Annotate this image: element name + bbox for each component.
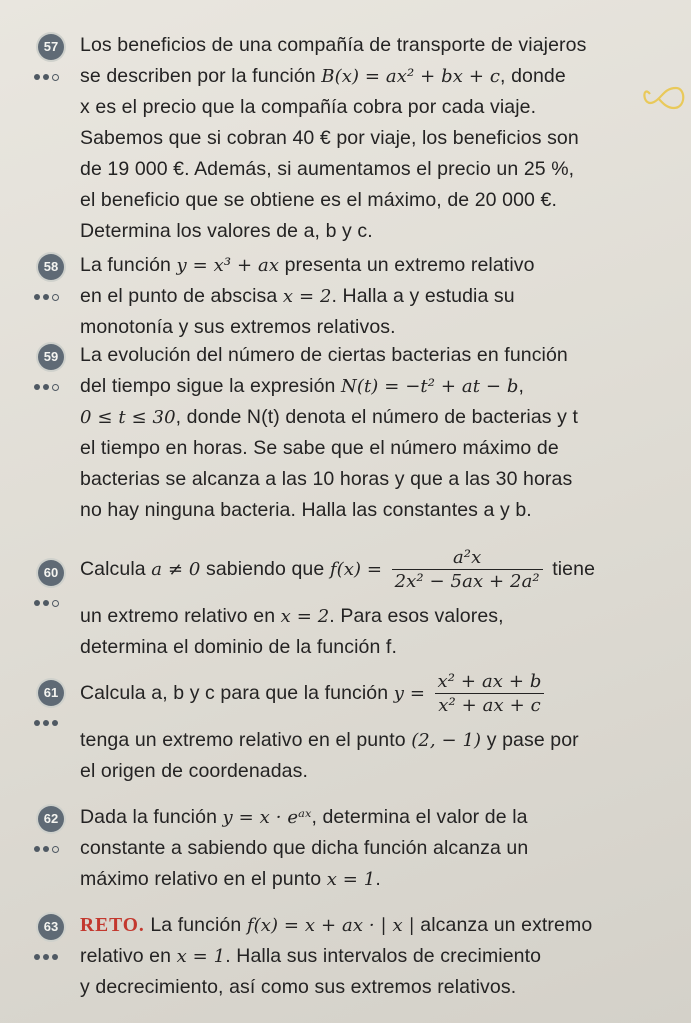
exercise-number-badge: 62 [38, 806, 64, 832]
formula: x = 1 [176, 946, 226, 967]
formula: f(x) = [329, 559, 383, 580]
formula: x = 2 [282, 286, 332, 307]
statement-text: monotonía y sus extremos relativos. [80, 316, 396, 338]
exercise-number-badge: 61 [38, 680, 64, 706]
exercise-number-badge: 59 [38, 344, 64, 370]
exercise-58 [34, 250, 651, 343]
statement-text: Los beneficios de una compañía de transporte de viajeros [80, 34, 587, 56]
exercise-59 [34, 340, 651, 526]
formula: a ≠ 0 [151, 559, 201, 580]
exercise-number-badge: 60 [38, 560, 64, 586]
statement-text: Sabemos que si cobran 40 € por viaje, los beneficios son [80, 127, 579, 149]
statement-text: constante a sabiendo que dicha función alcanza un [80, 837, 529, 859]
exercise-57 [34, 30, 651, 247]
statement-text: La evolución del número de ciertas bacterias en función [80, 344, 568, 366]
statement-text: y decrecimiento, así como sus extremos relativos. [80, 976, 517, 998]
statement-text: no hay ninguna bacteria. Halla las constantes a y b. [80, 499, 532, 521]
formula: f(x) = x + ax · | x | [246, 915, 415, 936]
statement-text: , determina el valor de la [311, 806, 528, 828]
statement-text: el beneficio que se obtiene es el máximo, de 20 000 €. [80, 189, 557, 211]
formula: y = x · eᵃˣ [222, 807, 312, 828]
statement-text: el origen de coordenadas. [80, 760, 308, 782]
exercise-statement [80, 910, 651, 1003]
difficulty-indicator [34, 720, 68, 728]
statement-text: , donde [500, 65, 566, 87]
statement-text: La función [80, 254, 177, 276]
statement-text: alcanza un extremo [414, 914, 593, 936]
exercise-number-badge: 63 [38, 914, 64, 940]
statement-text: . Halla sus intervalos de crecimiento [225, 945, 542, 967]
challenge-label: RETO. [80, 915, 145, 936]
formula: y = [393, 683, 426, 704]
statement-text: del tiempo sigue la expresión [80, 375, 341, 397]
exercise-63 [34, 910, 651, 1003]
formula: N(t) = −t² + at − b [340, 376, 519, 397]
difficulty-indicator [34, 846, 68, 854]
fraction-numerator: a²x [392, 546, 543, 570]
statement-text: relativo en [80, 945, 177, 967]
statement-text: Calcula [80, 558, 152, 580]
fraction [435, 670, 545, 718]
fraction [392, 546, 543, 594]
formula: x = 1 [326, 869, 376, 890]
statement-text: , [518, 375, 525, 397]
exercise-61 [34, 662, 651, 787]
statement-text: Calcula a, b y c para que la función [80, 682, 394, 704]
fraction-denominator: 2x² − 5ax + 2a² [394, 571, 540, 593]
exercise-statement [80, 250, 651, 343]
statement-text: x es el precio que la compañía cobra por cada viaje. [80, 96, 537, 118]
statement-text: La función [144, 914, 247, 936]
exercise-statement [80, 340, 651, 526]
fraction-numerator: x² + ax + b [435, 670, 545, 694]
exercise-statement [80, 30, 651, 247]
statement-text: un extremo relativo en [80, 605, 281, 627]
statement-text: tenga un extremo relativo en el punto [80, 729, 412, 751]
formula: x = 2 [280, 606, 330, 627]
formula: 0 ≤ t ≤ 30 [80, 407, 176, 428]
exercise-62 [34, 802, 651, 895]
statement-text: . Para esos valores, [329, 605, 504, 627]
difficulty-indicator [34, 954, 68, 962]
exercise-number-badge: 57 [38, 34, 64, 60]
difficulty-indicator [34, 600, 68, 608]
statement-text: Dada la función [80, 806, 223, 828]
statement-text: en el punto de abscisa [80, 285, 283, 307]
formula: B(x) = ax² + bx + c [321, 66, 501, 87]
exercise-statement [80, 662, 651, 787]
statement-text: . Halla a y estudia su [331, 285, 515, 307]
statement-text: Determina los valores de a, b y c. [80, 220, 373, 242]
statement-text: sabiendo que [200, 558, 330, 580]
statement-text: de 19 000 €. Además, si aumentamos el precio un 25 %, [80, 158, 575, 180]
formula: y = x³ + ax [176, 255, 280, 276]
difficulty-indicator [34, 74, 68, 82]
exercise-statement [80, 538, 651, 663]
statement-text: presenta un extremo relativo [279, 254, 535, 276]
statement-text: . [375, 868, 381, 890]
difficulty-indicator [34, 384, 68, 392]
statement-text: determina el dominio de la función f. [80, 636, 397, 658]
exercise-60 [34, 538, 651, 663]
statement-text: máximo relativo en el punto [80, 868, 327, 890]
difficulty-indicator [34, 294, 68, 302]
statement-text: bacterias se alcanza a las 10 horas y que a las 30 horas [80, 468, 573, 490]
statement-text: el tiempo en horas. Se sabe que el número máximo de [80, 437, 559, 459]
statement-text: , donde N(t) denota el número de bacterias y t [175, 406, 579, 428]
formula: (2, − 1) [411, 730, 482, 751]
exercise-statement [80, 802, 651, 895]
statement-text: se describen por la función [80, 65, 322, 87]
statement-text: tiene [546, 558, 596, 580]
fraction-denominator: x² + ax + c [438, 695, 541, 717]
exercise-number-badge: 58 [38, 254, 64, 280]
statement-text: y pase por [481, 729, 579, 751]
